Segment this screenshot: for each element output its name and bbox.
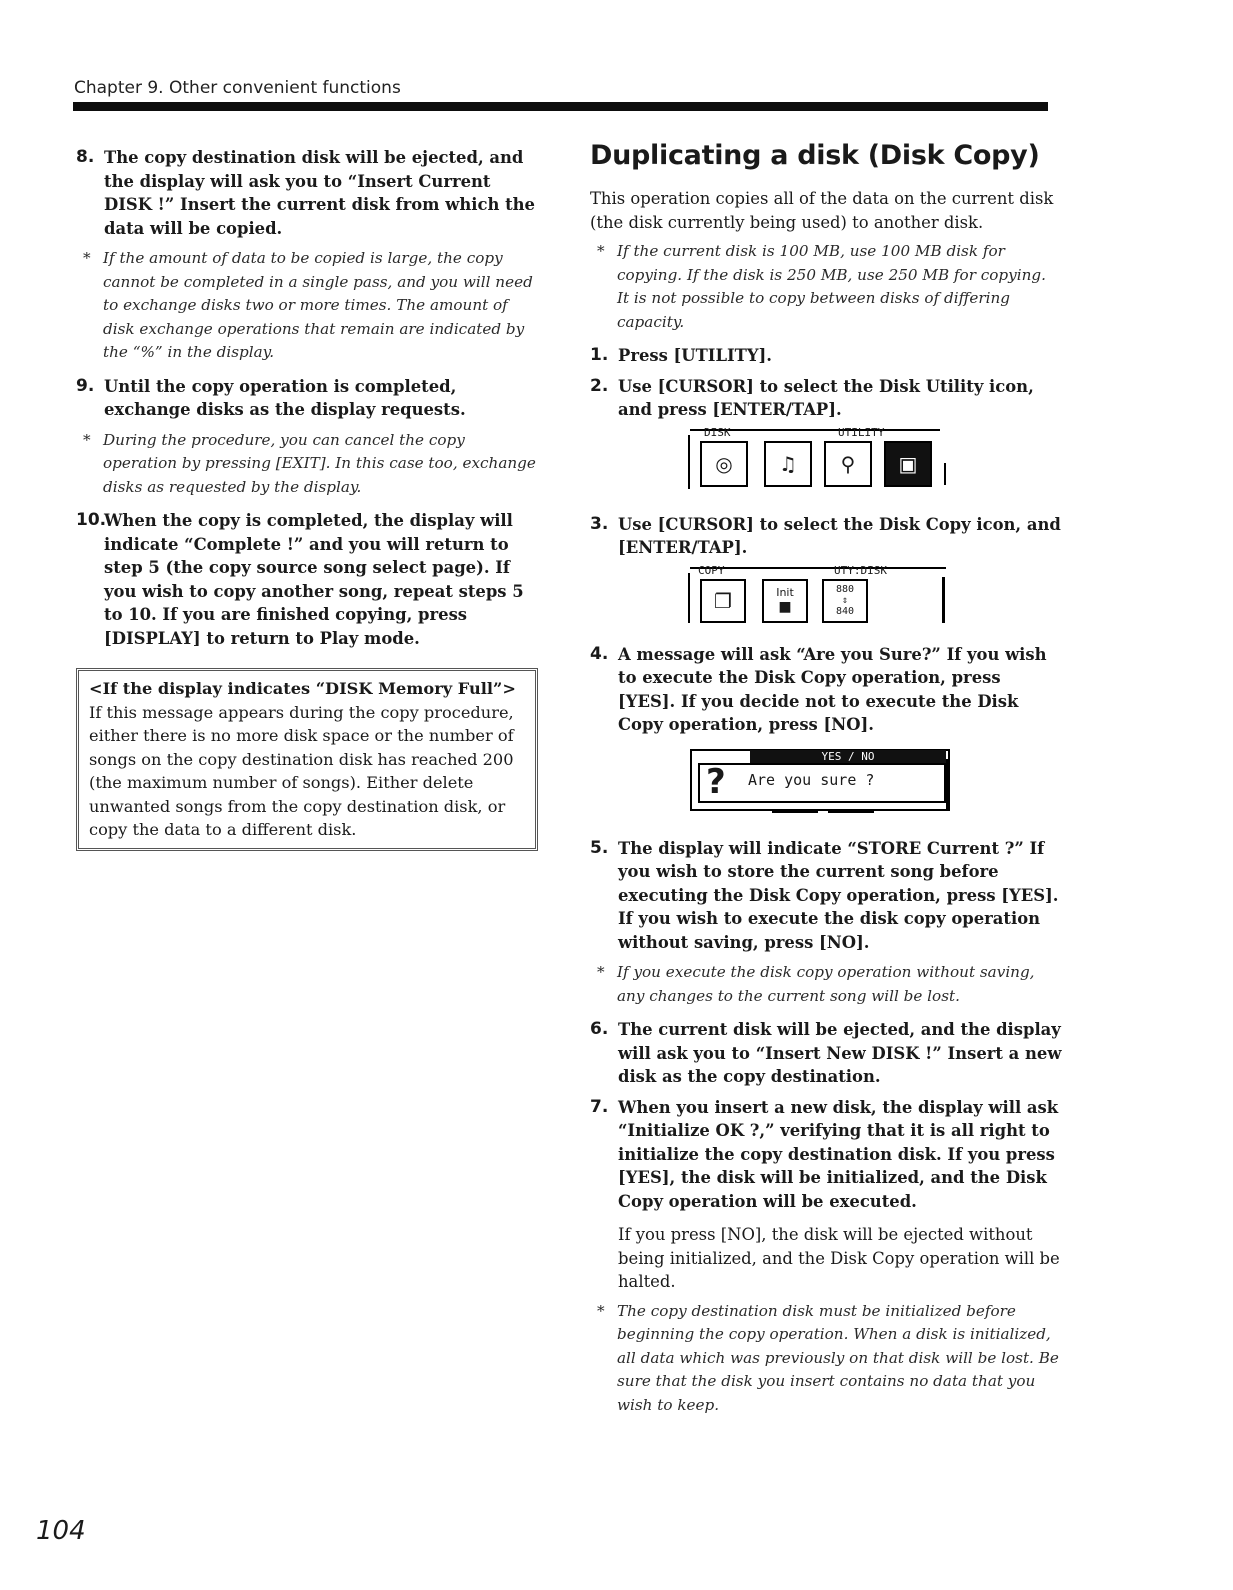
no-key[interactable]: [828, 811, 874, 813]
step-6: 6. The current disk will be ejected, and the display will ask you to “Insert New DISK !” Insert a new disk as the copy destination.: [590, 1019, 1062, 1086]
step-4: 4. A message will ask “Are you Sure?” If you wish to execute the Disk Copy operation, press [YES]. If you decide not to execute the Disk Copy operation, press [NO].: [590, 643, 1047, 734]
disk-init-icon[interactable]: Init ■: [762, 579, 808, 623]
step-7: 7. When you insert a new disk, the display will ask “Initialize OK ?,” verifying that it is all right to initialize the copy destination disk. If you press [YES], the disk will be initialized, and the Disk Copy operation will be executed.: [590, 1096, 1059, 1211]
lcd2-tab-left: COPY: [698, 563, 725, 577]
chapter-header: Chapter 9. Other convenient functions: [74, 78, 401, 98]
step-7-paragraph: If you press [NO], the disk will be ejected without being initialized, and the Disk Copy operation will be halted.: [618, 1225, 1060, 1291]
question-icon: ?: [706, 761, 726, 802]
step-1: 1. Press [UTILITY].: [590, 345, 773, 365]
lcd2-tab-right: UTY:DISK: [834, 563, 887, 577]
disk-icon[interactable]: ◎: [700, 441, 748, 487]
disk-capacity-icon[interactable]: 880 ⇕ 840: [822, 579, 868, 623]
lcd-disk-copy: [688, 563, 950, 629]
step-2: 2. Use [CURSOR] to select the Disk Utility icon, and press [ENTER/TAP].: [590, 375, 1034, 419]
step-5: 5. The display will indicate “STORE Current ?” If you wish to store the current song before executing the Disk Copy operation, press [YES]. If you wish to execute the disk copy operation without saving, press [NO].: [590, 837, 1059, 952]
yes-key[interactable]: [772, 811, 818, 813]
lcd1-tab-right: UTILITY: [838, 425, 885, 439]
capacity-top: 880: [835, 584, 855, 595]
box-text: If this message appears during the copy procedure, either there is no more disk space or the number of songs on the copy destination disk has reached 200 (the maximum number of songs). Either delete unwanted songs from the copy destination disk, or copy the data to a different disk.: [89, 702, 514, 839]
intro-paragraph: This operation copies all of the data on the current disk (the disk currently being used) to another disk.: [590, 189, 1054, 232]
note-step-8: * If the amount of data to be copied is large, the copy cannot be completed in a single pass, and you will need to exchange disks two or more times. The amount of disk exchange operations that remain are indicated by the “%” in the display.: [83, 249, 533, 361]
search-disk-icon[interactable]: ⚲: [824, 441, 872, 487]
lcd1-tab-left: DISK: [704, 425, 731, 439]
right-column: [590, 140, 1062, 1427]
step-9: 9. Until the copy operation is completed, exchange disks as the display requests.: [76, 375, 466, 419]
yes-no-header: YES / NO: [750, 750, 946, 764]
init-label: Init: [776, 586, 794, 599]
header-rule: [73, 102, 1048, 111]
step-3: 3. Use [CURSOR] to select the Disk Copy icon, and [ENTER/TAP].: [590, 513, 1061, 557]
left-column: [76, 146, 538, 851]
box-title: <If the display indicates “DISK Memory Full”>: [89, 679, 516, 698]
step-8: 8. The copy destination disk will be ejected, and the display will ask you to “Insert Current DISK !” Insert the current disk from which the data will be copied.: [76, 147, 535, 238]
note-intro: * If the current disk is 100 MB, use 100 MB disk for copying. If the disk is 250 MB, use 250 MB for copying. It is not possible to copy between disks of differing capacity.: [597, 242, 1046, 331]
section-title: Duplicating a disk (Disk Copy): [590, 140, 1040, 171]
note-step-9: * During the procedure, you can cancel the copy operation by pressing [EXIT]. In this case too, exchange disks as requested by the display.: [83, 430, 536, 496]
lcd-are-you-sure: [690, 749, 950, 811]
step-10: 10. When the copy is completed, the display will indicate “Complete !” and you will return to step 5 (the copy source song select page). If you wish to copy another song, repeat steps 5 to 10. If you are finished copying, press [DISPLAY] to return to Play mode.: [76, 510, 524, 648]
disk-memory-full-box: [76, 668, 538, 851]
note-step-5: * If you execute the disk copy operation without saving, any changes to the current song will be lost.: [597, 963, 1035, 1005]
page-number: 104: [36, 1516, 86, 1546]
disk-copy-icon[interactable]: ❐: [700, 579, 746, 623]
song-icon[interactable]: ♫: [764, 441, 812, 487]
are-you-sure-message: Are you sure ?: [748, 770, 875, 789]
disk-utility-icon[interactable]: ▣: [884, 441, 932, 487]
capacity-bottom: 840: [835, 606, 855, 617]
note-step-7: * The copy destination disk must be initialized before beginning the copy operation. When a disk is initialized, all data which was previously on that disk will be lost. Be sure that the disk you insert contains no data that you wish to keep.: [597, 1301, 1059, 1414]
lcd-disk-utility: [688, 425, 948, 499]
